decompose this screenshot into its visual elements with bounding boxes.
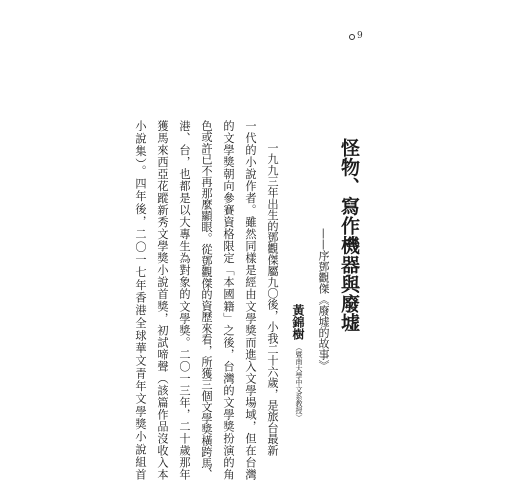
author-name: 黃錦樹 bbox=[291, 304, 305, 340]
circle-ornament-icon bbox=[349, 34, 355, 40]
body-text-column: 一代的小說作者。雖然同樣是經由文學獎而進入文學場域，但在台灣 bbox=[244, 120, 257, 480]
essay-title: 怪物、寫作機器與廢墟 bbox=[338, 138, 360, 332]
author-affiliation: （暨南大學中文系教授） bbox=[295, 344, 303, 421]
body-text-column: 色或許已不再那麼顯眼。從鄧觀傑的資歷來看，所獲三個文學獎橫跨馬、 bbox=[200, 120, 213, 480]
body-text-column: 一九九三年出生的鄧觀傑屬九〇後，小我二十六歲，是旅台最新 bbox=[266, 142, 279, 456]
body-text-column: 小說集）。四年後，二〇一七年香港全球華文青年文學獎小說組首 bbox=[134, 120, 147, 480]
body-text-column: 的文學獎朝向參賽資格限定「本國籍」之後，台灣的文學獎扮演的角 bbox=[222, 120, 235, 480]
body-text-column: 獲馬來西亞花蹤新秀文學獎小說首獎，初試啼聲（該篇作品沒收入本 bbox=[156, 120, 169, 480]
essay-subtitle: ——序鄧觀傑《廢墟的故事》 bbox=[317, 228, 330, 371]
body-text-column: 港、台，也都是以大專生為對象的文學獎。二〇一三年，二十歲那年 bbox=[178, 120, 191, 480]
page-number: 9 bbox=[357, 31, 363, 41]
